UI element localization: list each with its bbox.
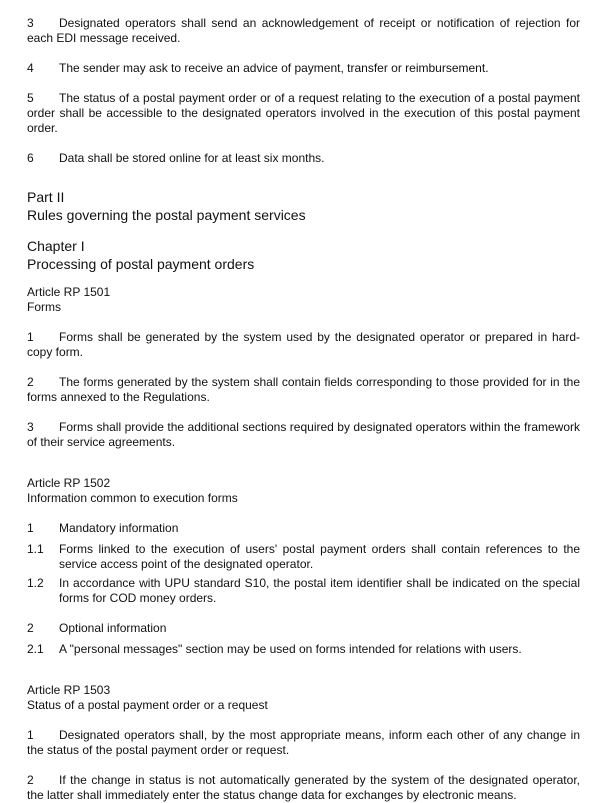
intro-para-5: 5 The status of a postal payment order or of a request relating to the execution of a postal payment order shall be accessible to the designated operators involved in the execution of this postal payment order. — [27, 91, 580, 135]
document-page — [27, 16, 580, 803]
article-1503-title: Status of a postal payment order or a request — [27, 698, 268, 712]
article-1501-para-3: 3 Forms shall provide the additional sections required by designated operators within the framework of their service agreements. — [27, 420, 580, 449]
article-1501-para-1: 1 Forms shall be generated by the system used by the designated operator or prepared in hard-copy form. — [27, 330, 580, 359]
article-1501-title: Forms — [27, 300, 61, 314]
article-1503-para-1: 1 Designated operators shall, by the most appropriate means, inform each other of any change in the status of the postal payment order or request. — [27, 728, 580, 757]
article-1503-para-2: 2 If the change in status is not automatically generated by the system of the designated operator, the latter shall immediately enter the status change data for exchanges by electronic means. — [27, 773, 580, 802]
article-1502-label: Article RP 1502 — [27, 476, 111, 490]
chapter-title: Processing of postal payment orders — [27, 256, 255, 272]
article-1501-para-2: 2 The forms generated by the system shall contain fields corresponding to those provided for in the forms annexed to the Regulations. — [27, 375, 580, 404]
chapter-label: Chapter I — [27, 238, 85, 254]
article-1502-item-2-1: 2.1 A "personal messages" section may be used on forms intended for relations with users. — [27, 642, 522, 656]
part-title: Rules governing the postal payment services — [27, 207, 306, 223]
intro-para-6: 6 Data shall be stored online for at least six months. — [27, 151, 325, 165]
article-1501-label: Article RP 1501 — [27, 285, 111, 299]
article-1502-sec-2: 2 Optional information — [27, 621, 167, 635]
intro-para-4: 4 The sender may ask to receive an advice of payment, transfer or reimbursement. — [27, 61, 489, 75]
article-1503-label: Article RP 1503 — [27, 683, 111, 697]
article-1502-sec-1: 1 Mandatory information — [27, 521, 179, 535]
article-1502-item-1-1: 1.1 Forms linked to the execution of users' postal payment orders shall contain references to the service access point of the designated operator. — [27, 542, 580, 571]
intro-para-3: 3 Designated operators shall send an acknowledgement of receipt or notification of rejection for each EDI message received. — [27, 16, 580, 45]
article-1502-item-1-2: 1.2 In accordance with UPU standard S10, the postal item identifier shall be indicated on the special forms for COD money orders. — [27, 576, 580, 605]
part-label: Part II — [27, 189, 65, 205]
article-1502-title: Information common to execution forms — [27, 491, 238, 505]
